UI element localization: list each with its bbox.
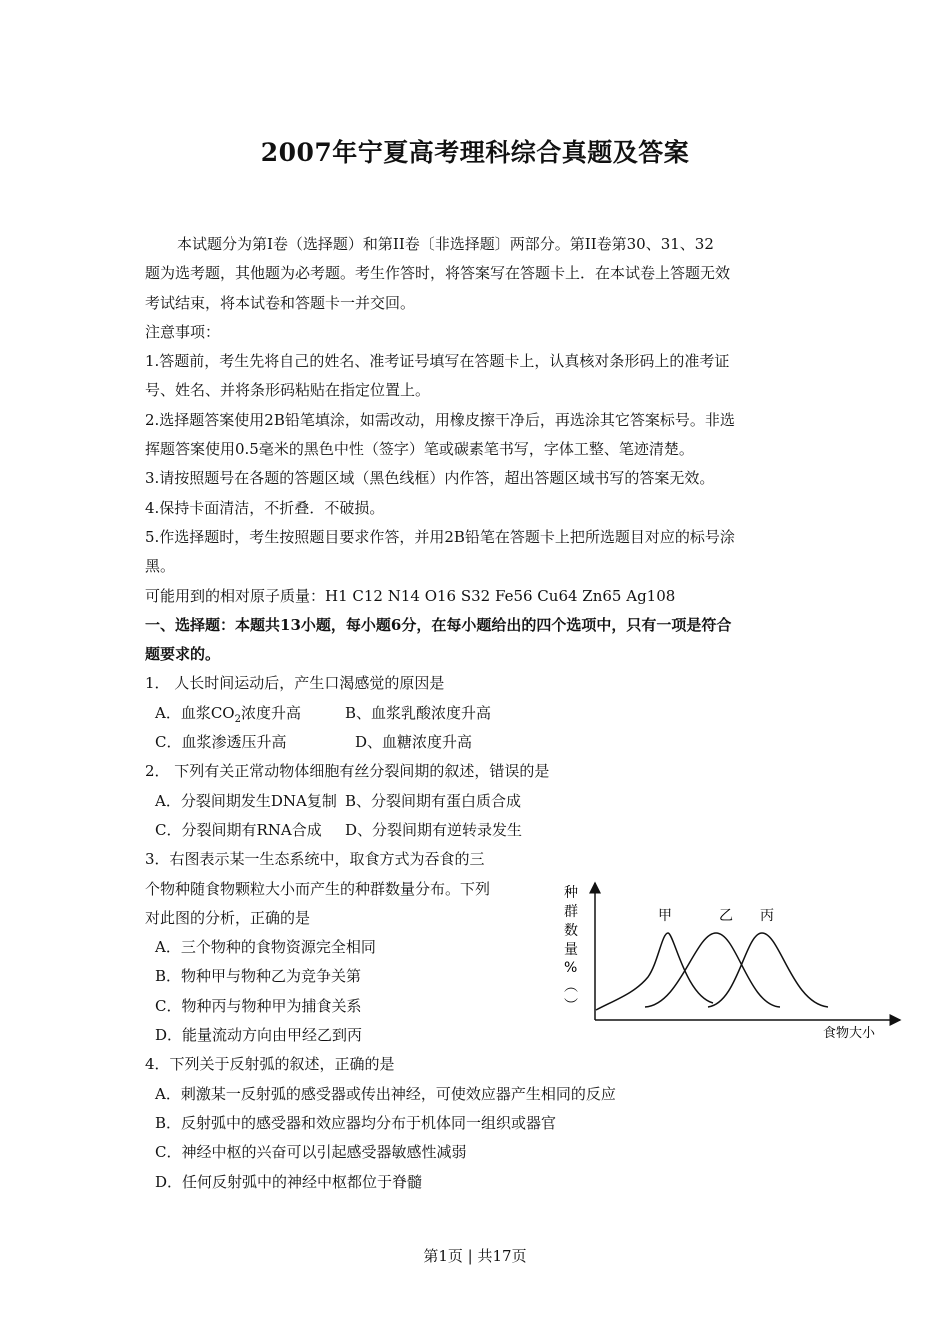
option-d: D、血糖浓度升高 <box>355 733 473 752</box>
option-d: D．能量流动方向由甲经乙到丙 <box>155 1026 363 1045</box>
option-d: D．任何反射弧中的神经中枢都位于脊髓 <box>155 1172 423 1191</box>
question-1-stem: 1． 人长时间运动后，产生口渴感觉的原因是 <box>145 674 445 693</box>
question-3-stem: 3．右图表示某一生态系统中，取食方式为吞食的三 <box>145 850 485 869</box>
curve-label-bing: 丙 <box>760 908 774 924</box>
question-4-stem: 4．下列关于反射弧的叙述，正确的是 <box>145 1055 395 1074</box>
notes-heading: 注意事项： <box>145 322 221 341</box>
y-axis-label-char: 群 <box>564 904 578 920</box>
question-2-options <box>145 787 810 816</box>
intro-line: 考试结束，将本试卷和答题卡一并交回。 <box>145 293 416 312</box>
note-line: 5.作选择题时，考生按照题目要求作答，并用2B铅笔在答题卡上把所选题目对应的标号涂 <box>145 527 735 546</box>
curve-label-yi: 乙 <box>719 908 733 924</box>
note-line: 黑。 <box>145 557 176 576</box>
option-c: C．分裂间期有RNA合成 <box>155 820 322 839</box>
option-c: C．物种丙与物种甲为捕食关系 <box>155 996 362 1015</box>
option-d: D、分裂间期有逆转录发生 <box>345 820 523 839</box>
curve-label-jia: 甲 <box>658 908 672 924</box>
option-a: A．刺激某一反射弧的感受器或传出神经，可使效应器产生相同的反应 <box>155 1084 616 1103</box>
note-line: 号、姓名、并将条形码粘贴在指定位置上。 <box>145 381 431 400</box>
option-c: C．神经中枢的兴奋可以引起感受器敏感性减弱 <box>155 1143 467 1162</box>
intro-line: 题为选考题，其他题为必考题。考生作答时，将答案写在答题卡上．在本试卷上答题无效 <box>145 264 731 283</box>
option-c: C．血浆渗透压升高 <box>155 733 287 752</box>
note-line: 3.请按照题号在各题的答题区域（黑色线框）内作答，超出答题区域书写的答案无效。 <box>145 469 715 488</box>
option-a: A．血浆$CO_2$浓度升高 <box>155 703 301 725</box>
question-2-options <box>145 816 810 845</box>
section-heading: 题要求的。 <box>145 645 221 664</box>
note-line: 1.答题前，考生先将自己的姓名、准考证号填写在答题卡上，认真核对条形码上的准考证 <box>145 352 730 371</box>
note-line: 挥题答案使用0.5毫米的黑色中性（签字）笔或碳素笔书写，字体工整、笔迹清楚。 <box>145 440 694 459</box>
y-axis-label-char: 量 <box>564 942 578 958</box>
atomic-masses: 可能用到的相对原子质量：H1 C12 N14 O16 S32 Fe56 Cu64 Zn65 Ag108 <box>145 586 676 605</box>
curve-yi <box>645 933 780 1007</box>
curve-jia <box>596 933 713 1010</box>
page-title: 2007年宁夏高考理科综合真题及答案 <box>260 138 690 167</box>
page-footer: 第1页 | 共17页 <box>423 1247 527 1265</box>
question-3-stem: 个物种随食物颗粒大小而产生的种群数量分布。下列 <box>145 879 491 898</box>
question-3-stem: 对此图的分析，正确的是 <box>145 908 311 927</box>
y-axis-label-char: 种 <box>564 885 578 901</box>
question-1-options <box>145 699 810 728</box>
section-heading: 一、选择题：本题共13小题，每小题6分，在每小题给出的四个选项中，只有一项是符合 <box>145 615 732 634</box>
note-line: 2.选择题答案使用2B铅笔填涂，如需改动，用橡皮擦干净后，再选涂其它答案标号。非选 <box>145 410 735 429</box>
x-axis-label: 食物大小 <box>823 1026 876 1041</box>
question-1-options <box>145 728 810 757</box>
y-axis-label-char: 数 <box>564 923 578 939</box>
intro-line: 本试题分为第Ⅰ卷（选择题）和第II卷〔非选择题〕两部分。第II卷第30、31、32 <box>177 235 714 253</box>
option-b: B、血浆乳酸浓度升高 <box>345 703 492 722</box>
y-axis-label-char: ︶ <box>564 998 578 1014</box>
population-distribution-figure <box>550 875 910 1045</box>
curve-bing <box>708 933 828 1007</box>
y-axis-label-char: % <box>564 960 578 976</box>
note-line: 4.保持卡面清洁，不折叠．不破损。 <box>145 498 385 517</box>
y-axis-label-char: ︵ <box>564 979 578 995</box>
option-b: B、分裂间期有蛋白质合成 <box>345 791 522 810</box>
exam-content <box>145 230 810 1197</box>
option-b: B．反射弧中的感受器和效应器均分布于机体同一组织或器官 <box>155 1113 557 1132</box>
option-a: A．三个物种的食物资源完全相同 <box>155 938 376 957</box>
option-b: B．物种甲与物种乙为竞争关第 <box>155 967 362 986</box>
question-2-stem: 2． 下列有关正常动物体细胞有丝分裂间期的叙述，错误的是 <box>145 762 550 781</box>
option-a: A．分裂间期发生DNA复制 <box>155 791 337 810</box>
